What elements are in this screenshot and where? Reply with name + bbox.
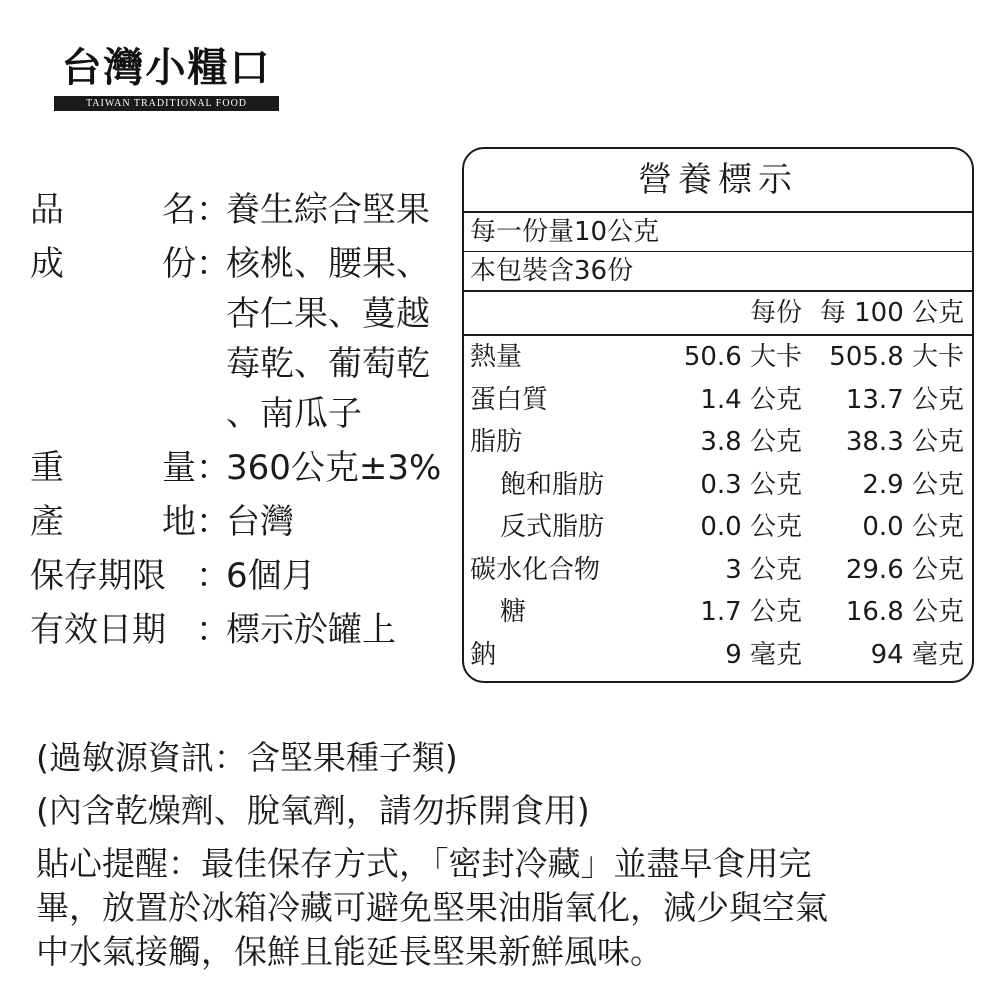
nutrition-title: 營養標示 bbox=[464, 149, 972, 213]
product-name-row: 品 名 ： 養生綜合堅果 bbox=[30, 185, 450, 235]
ingredients-row: 成 份 ： 核桃、腰果、 杏仁果、蔓越 莓乾、葡萄乾 、南瓜子 bbox=[30, 239, 450, 439]
product-name-label: 品 名 bbox=[30, 190, 196, 230]
nutrient-row-sodium: 鈉 9 毫克 94 毫克 bbox=[470, 639, 964, 670]
desiccant-warning: (內含乾燥劑、脫氧劑，請勿拆開食用) bbox=[36, 791, 590, 830]
expiry-value: 標示於罐上 bbox=[226, 610, 396, 650]
ingredients-label: 成 份 bbox=[30, 244, 196, 284]
origin-label: 產 地 bbox=[30, 502, 196, 542]
brand-tagline: TAIWAN TRADITIONAL FOOD bbox=[54, 96, 279, 111]
origin-row: 產 地 ： 台灣 bbox=[30, 497, 450, 547]
weight-label: 重 量 bbox=[30, 448, 196, 488]
nutrient-row-trans-fat: 反式脂肪 0.0 公克 0.0 公克 bbox=[500, 512, 964, 542]
nutrient-row-saturated-fat: 飽和脂肪 0.3 公克 2.9 公克 bbox=[500, 469, 964, 500]
serving-size: 每一份量10公克 bbox=[464, 213, 972, 252]
storage-tip: 貼心提醒：最佳保存方式，「密封冷藏」並盡早食用完 畢，放置於冰箱冷藏可避免堅果油脂氧化，減少與空氣 中水氣接觸，保鮮且能延長堅果新鮮風味。 bbox=[36, 844, 828, 971]
nutrient-row-calories: 熱量 50.6 大卡 505.8 大卡 bbox=[470, 342, 964, 372]
ingredients-value: 核桃、腰果、 杏仁果、蔓越 莓乾、葡萄乾 、南瓜子 bbox=[226, 244, 430, 434]
origin-value: 台灣 bbox=[226, 502, 294, 542]
per-serving-header: 每份 bbox=[749, 298, 802, 328]
allergen-info: (過敏源資訊：含堅果種子類) bbox=[36, 738, 458, 777]
nutrient-row-protein: 蛋白質 1.4 公克 13.7 公克 bbox=[470, 384, 964, 415]
shelf-life-label: 保存期限 bbox=[30, 556, 166, 596]
weight-row: 重 量 ： 360公克±3% bbox=[30, 443, 450, 493]
brand-name: 台灣小糧口 bbox=[61, 44, 272, 91]
servings-per-pack: 本包裝含36份 bbox=[464, 252, 972, 292]
expiry-label: 有效日期 bbox=[30, 610, 166, 650]
product-name-value: 養生綜合堅果 bbox=[226, 190, 430, 230]
nutrition-facts-table bbox=[462, 147, 974, 683]
shelf-life-row: 保存期限 ： 6個月 bbox=[30, 551, 450, 601]
expiry-row: 有效日期 ： 標示於罐上 bbox=[30, 605, 450, 655]
notes-section bbox=[36, 732, 936, 974]
weight-value: 360公克±3% bbox=[226, 448, 442, 488]
brand-logo bbox=[54, 44, 279, 111]
nutrition-column-headers bbox=[464, 292, 972, 336]
product-info bbox=[30, 185, 450, 659]
per-100g-header: 每 100 公克 bbox=[819, 298, 964, 328]
nutrient-row-carbohydrate: 碳水化合物 3 公克 29.6 公克 bbox=[470, 554, 964, 585]
nutrient-row-fat: 脂肪 3.8 公克 38.3 公克 bbox=[470, 427, 964, 457]
nutrient-row-sugar: 糖 1.7 公克 16.8 公克 bbox=[500, 597, 964, 627]
shelf-life-value: 6個月 bbox=[226, 556, 316, 596]
